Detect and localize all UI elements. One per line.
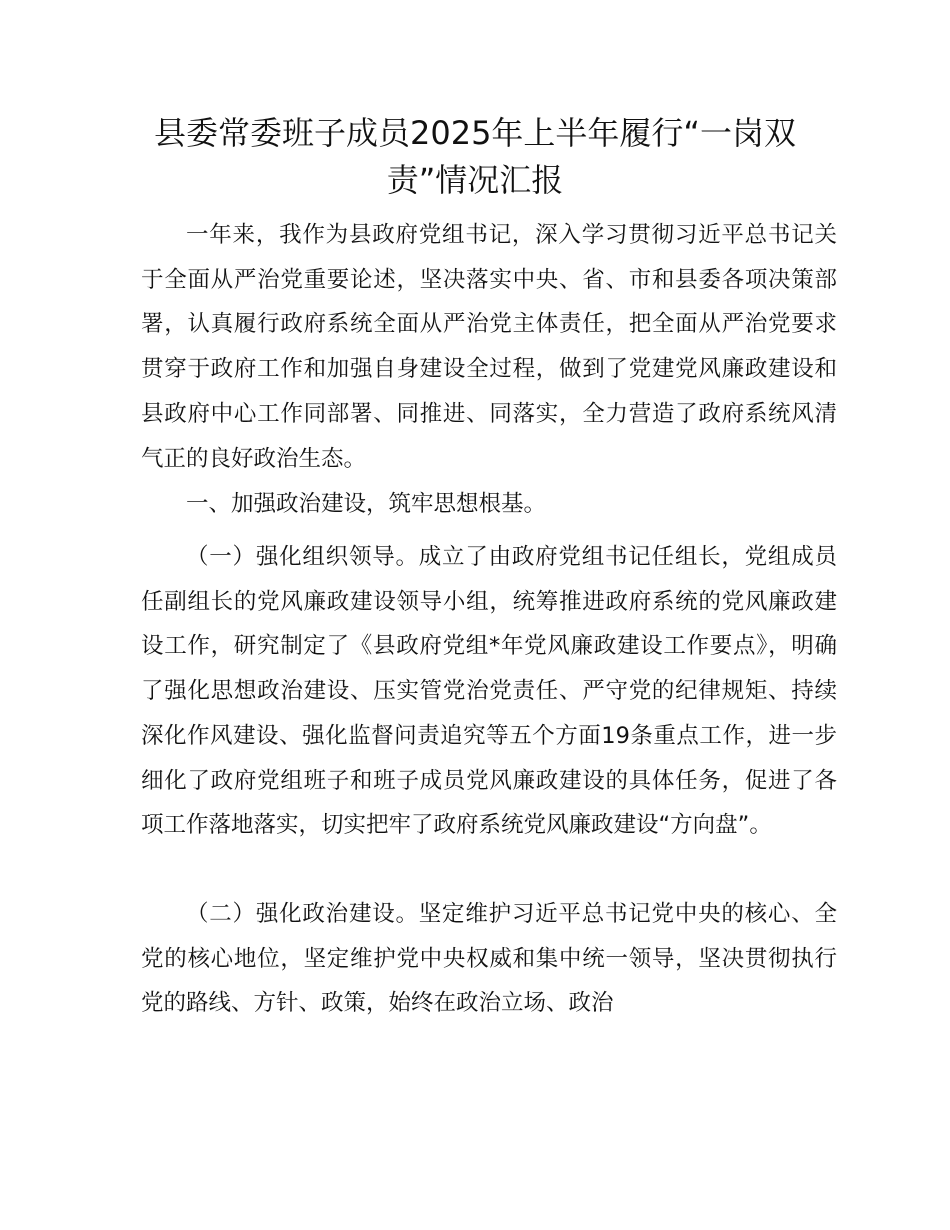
- paragraph-political-construction: （二）强化政治建设。坚定维护习近平总书记党中央的核心、全党的核心地位，坚定维护党中央权威和集中统一领导，坚决贯彻执行党的路线、方针、政策，始终在政治立场、政治: [141, 901, 837, 1017]
- paragraph-intro: 一年来，我作为县政府党组书记，深入学习贯彻习近平总书记关于全面从严治党重要论述，坚决落实中央、省、市和县委各项决策部署，认真履行政府系统全面从严治党主体责任，把全面从严治党要求贯穿于政府工作和加强自身建设全过程，做到了党建党风廉政建设和县政府中心工作同部署、同推进、同落实，全力营造了政府系统风清气正的良好政治生态。: [141, 222, 837, 472]
- document-title: 县委常委班子成员2025年上半年履行“一岗双责”情况汇报: [153, 114, 797, 199]
- section-heading-1: 一、加强政治建设，筑牢思想根基。: [186, 491, 547, 517]
- paragraph-organization-leadership: （一）强化组织领导。成立了由政府党组书记任组长，党组成员任副组长的党风廉政建设领导小组，统筹推进政府系统的党风廉政建设工作，研究制定了《县政府党组*年党风廉政建设工作要点》，明确了强化思想政治建设、压实管党治党责任、严守党的纪律规矩、持续深化作风建设、强化监督问责追究等五个方面19条重点工作，进一步细化了政府党组班子和班子成员党风廉政建设的具体任务，促进了各项工作落地落实，切实把牢了政府系统党风廉政建设“方向盘”。: [141, 544, 837, 839]
